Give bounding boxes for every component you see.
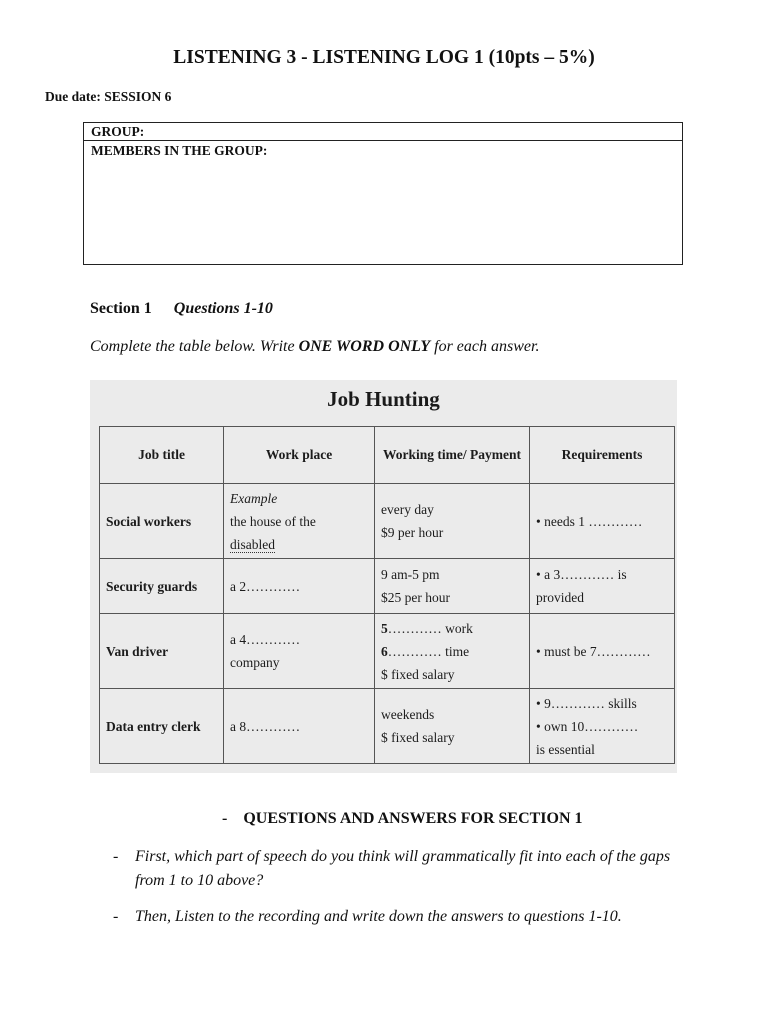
cell-time — [375, 614, 530, 689]
page-title: LISTENING 3 - LISTENING LOG 1 (10pts – 5%) — [173, 47, 595, 68]
time-word-work: work — [441, 620, 473, 636]
instruction-pre: Complete the table below. Write — [90, 338, 299, 355]
qa-item — [113, 905, 693, 929]
cell-requirements — [530, 559, 675, 614]
workplace-text: the house of the — [230, 513, 316, 529]
group-label: GROUP: — [84, 123, 682, 141]
due-date: Due date: SESSION 6 — [45, 89, 172, 104]
cell-requirements — [530, 484, 675, 559]
answer-blank-9: ………… — [550, 695, 605, 711]
req-line-1: • needs 1 — [536, 513, 589, 529]
header-requirements: Requirements — [530, 427, 675, 484]
instruction — [90, 338, 539, 356]
group-box — [83, 122, 683, 265]
workplace-text: a 8 — [230, 718, 247, 734]
req-line-3: provided — [536, 590, 584, 605]
bullet-dash: - — [113, 848, 119, 865]
req-line-2: • own 10 — [536, 718, 585, 734]
qa-heading-text: QUESTIONS AND ANSWERS FOR SECTION 1 — [243, 810, 583, 827]
req-line-2: is — [614, 567, 627, 582]
header-working-time: Working time/ Payment — [375, 427, 530, 484]
time-word-time: time — [441, 643, 470, 659]
cell-time — [375, 689, 530, 764]
time-line-3: $ fixed salary — [381, 666, 455, 682]
cell-workplace — [224, 559, 375, 614]
workplace-text: a 4 — [230, 632, 247, 647]
table-row — [100, 614, 675, 689]
cell-job: Data entry clerk — [100, 689, 224, 764]
answer-blank-5: ………… — [387, 620, 442, 636]
time-num-5: 5 — [381, 620, 388, 636]
instruction-bold: ONE WORD ONLY — [298, 338, 431, 355]
job-hunting-image — [90, 380, 677, 773]
req-line-1: • a 3 — [536, 567, 561, 582]
members-label: MEMBERS IN THE GROUP: — [91, 143, 268, 158]
qa-item-text: Then, Listen to the recording and write down the answers to questions 1-10. — [135, 908, 622, 925]
cell-workplace — [224, 484, 375, 559]
job-table — [99, 426, 675, 764]
workplace-text-2: disabled — [230, 536, 275, 552]
table-header-row — [100, 427, 675, 484]
qa-item-text: First, which part of speech do you think will grammatically fit into each of the gaps from 1 to 10 above? — [135, 848, 671, 889]
table-row — [100, 559, 675, 614]
job-table-title: Job Hunting — [327, 387, 440, 411]
req-word-skills: skills — [604, 695, 637, 711]
cell-requirements — [530, 614, 675, 689]
bullet-dash: - — [113, 908, 119, 925]
time-line-1: every day — [381, 502, 434, 517]
qa-dash: - — [222, 810, 228, 827]
table-row — [100, 689, 675, 764]
time-num-6: 6 — [381, 643, 388, 659]
cell-job: Social workers — [100, 484, 224, 559]
time-line-2: $25 per hour — [381, 590, 450, 605]
questions-range: Questions 1-10 — [173, 300, 273, 317]
qa-item — [113, 845, 693, 893]
answer-blank-4: ………… — [246, 632, 301, 647]
workplace-text-2: company — [230, 655, 280, 670]
header-work-place: Work place — [224, 427, 375, 484]
section-label: Section 1 — [90, 300, 152, 317]
table-row — [100, 484, 675, 559]
time-line-1: 9 am-5 pm — [381, 567, 440, 582]
header-job-title: Job title — [100, 427, 224, 484]
answer-blank-10: ………… — [584, 718, 639, 734]
workplace-text: a 2 — [230, 578, 247, 594]
req-line-1: • 9 — [536, 695, 551, 711]
req-line-3: is essential — [536, 741, 595, 757]
req-line-1: • must be 7 — [536, 643, 597, 659]
time-line-2: $9 per hour — [381, 525, 444, 540]
answer-blank-1: ………… — [588, 513, 643, 529]
cell-time — [375, 559, 530, 614]
cell-workplace — [224, 614, 375, 689]
answer-blank-7: ………… — [596, 643, 651, 659]
answer-blank-6: ………… — [387, 643, 442, 659]
answer-blank-3: ………… — [560, 567, 615, 582]
section-heading — [90, 300, 273, 318]
answer-blank-2: ………… — [246, 578, 301, 594]
qa-heading — [222, 810, 583, 828]
answer-blank-8: ………… — [246, 718, 301, 734]
example-label: Example — [230, 490, 278, 506]
cell-time — [375, 484, 530, 559]
cell-requirements — [530, 689, 675, 764]
cell-job: Van driver — [100, 614, 224, 689]
time-line-1: weekends — [381, 707, 435, 722]
cell-workplace — [224, 689, 375, 764]
time-line-2: $ fixed salary — [381, 730, 455, 745]
cell-job: Security guards — [100, 559, 224, 614]
instruction-post: for each answer. — [430, 338, 540, 355]
